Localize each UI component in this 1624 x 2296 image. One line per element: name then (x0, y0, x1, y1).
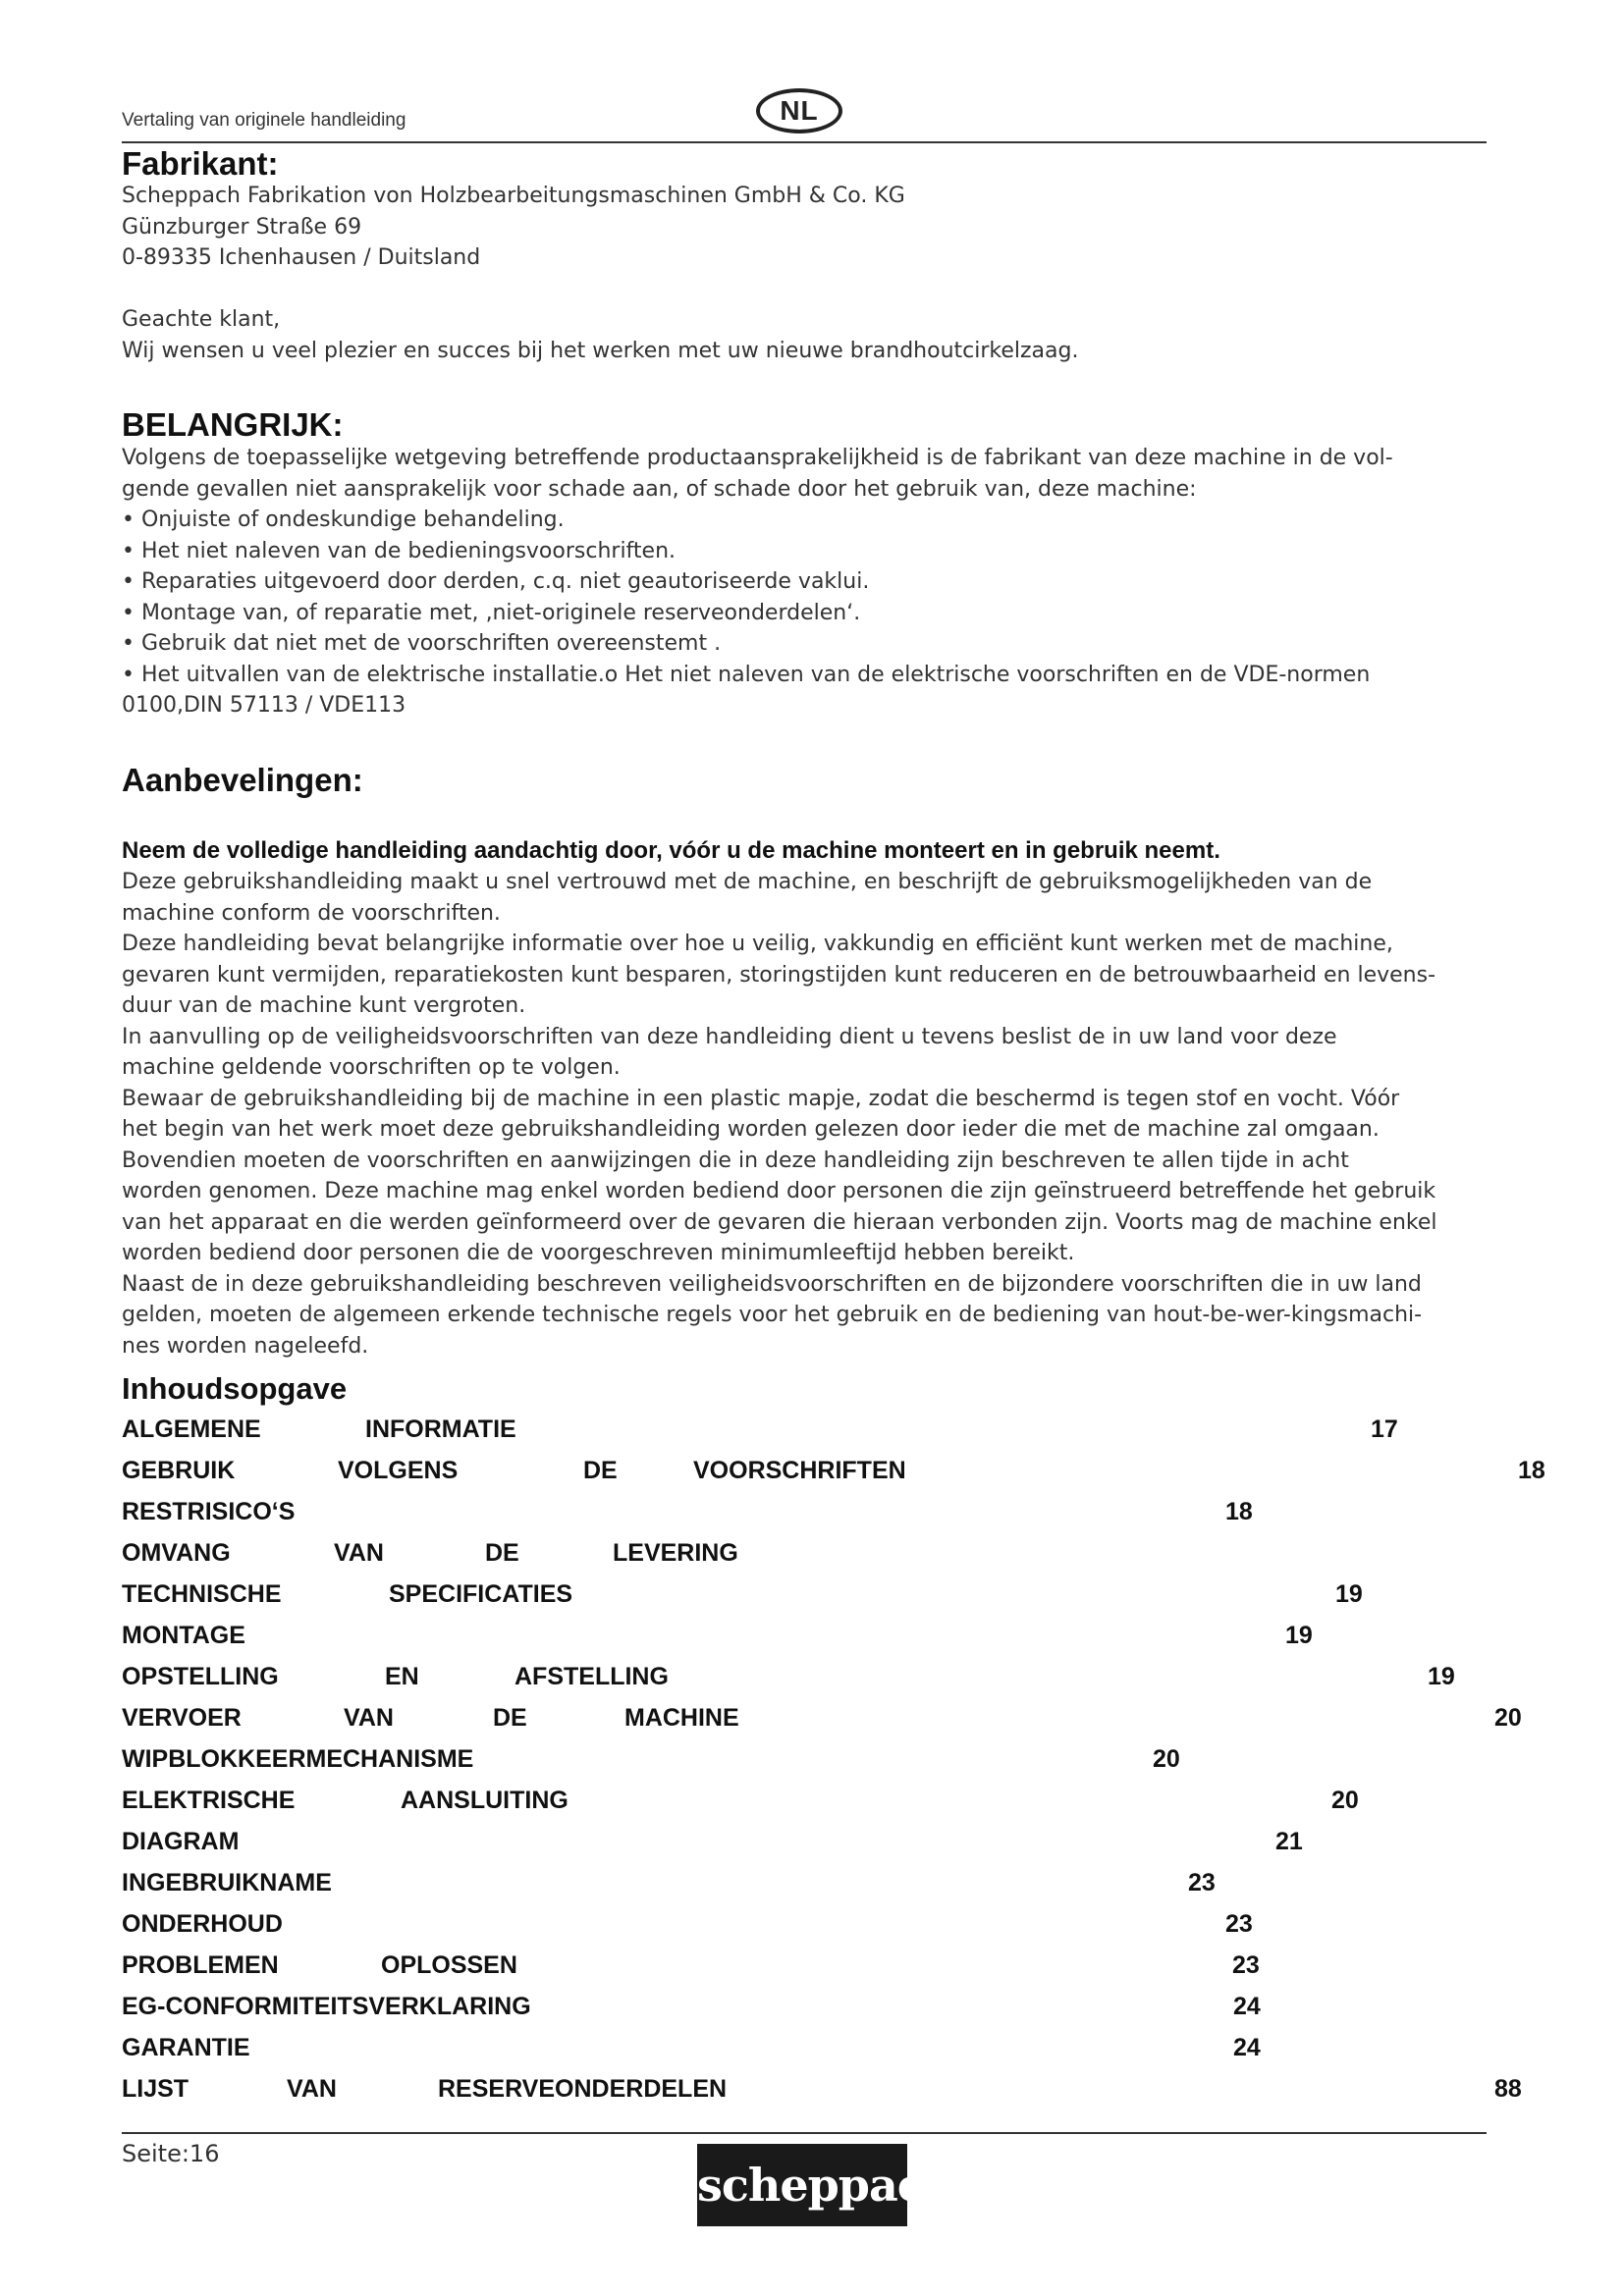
toc-entry-word: DE (485, 1539, 519, 1567)
text-line: het begin van het werk moet deze gebruikshandleiding worden gelezen door ieder die met de machine zal omgaan. (122, 1117, 1380, 1142)
toc-row (122, 1580, 1624, 1622)
toc-entry-word: GEBRUIK (122, 1457, 236, 1484)
toc-entry-word: RESERVEONDERDELEN (438, 2075, 728, 2103)
header-subtitle: Vertaling van originele handleiding (122, 110, 406, 131)
header-rule (122, 141, 1487, 143)
toc-entry-word: TECHNISCHE (122, 1580, 282, 1608)
text-line: • Montage van, of reparatie met, ‚niet-originele reserveonderdelen‘. (122, 600, 861, 625)
toc-entry-word: ALGEMENE (122, 1415, 261, 1443)
toc-page-number: 19 (1335, 1580, 1363, 1608)
toc-row (122, 1828, 1624, 1869)
toc-row (122, 2034, 1624, 2075)
toc-entry-word: MACHINE (624, 1704, 739, 1732)
toc-row (122, 1869, 1624, 1910)
toc-page-number: 20 (1494, 1704, 1522, 1732)
toc-entry-word: VAN (287, 2075, 337, 2103)
toc-row (122, 1951, 1624, 1993)
text-line: van het apparaat en die werden geïnformeerd over de gevaren die hieraan verbonden zijn. Voorts mag de machine enkel (122, 1209, 1437, 1235)
toc-row (122, 2075, 1624, 2116)
toc-row (122, 1704, 1624, 1745)
toc-page-number: 88 (1494, 2075, 1522, 2103)
toc-page-number: 24 (1233, 2034, 1261, 2061)
toc-entry-word: AFSTELLING (514, 1663, 669, 1690)
text-line: • Het niet naleven van de bedieningsvoorschriften. (122, 538, 677, 563)
toc-entry-word: SPECIFICATIES (389, 1580, 573, 1608)
text-line: • Het uitvallen van de elektrische installatie.o Het niet naleven van de elektrische voorschriften en de VDE-normen (122, 662, 1371, 687)
toc-page-number: 19 (1285, 1622, 1313, 1649)
text-line: 0100,DIN 57113 / VDE113 (122, 693, 406, 718)
toc-entry-word: MONTAGE (122, 1622, 245, 1649)
important-text (122, 443, 1393, 721)
text-line: nes worden nageleefd. (122, 1333, 369, 1359)
toc-entry-word: VERVOER (122, 1704, 242, 1732)
toc-entry-word: GARANTIE (122, 2034, 250, 2061)
toc-row (122, 1622, 1624, 1663)
toc-entry-word: EN (385, 1663, 419, 1690)
text-line: Deze gebruikshandleiding maakt u snel vertrouwd met de machine, en beschrijft de gebruiksmogelijkheden van de (122, 870, 1373, 894)
text-line: 0-89335 Ichenhausen / Duitsland (122, 245, 481, 270)
text-line: duur van de machine kunt vergroten. (122, 993, 526, 1018)
toc-page-number: 23 (1225, 1910, 1253, 1938)
toc-entry-word: INFORMATIE (365, 1415, 516, 1443)
toc-entry-word: VAN (344, 1704, 394, 1732)
text-line: machine conform de voorschriften. (122, 900, 501, 926)
toc-page-number: 23 (1232, 1951, 1260, 1979)
toc-page-number: 19 (1428, 1663, 1455, 1690)
toc-row (122, 1745, 1624, 1787)
toc-entry-word: DE (493, 1704, 527, 1732)
toc-page-number: 21 (1275, 1828, 1303, 1855)
toc-page-number: 18 (1225, 1498, 1253, 1525)
language-badge: NL (756, 88, 842, 133)
toc-entry-word: DE (583, 1457, 618, 1484)
page-number: Seite:16 (122, 2140, 220, 2167)
toc-entry-word: DIAGRAM (122, 1828, 240, 1855)
toc-entry-word: LEVERING (613, 1539, 738, 1567)
text-line: Naast de in deze gebruikshandleiding beschreven veiligheidsvoorschriften en de bijzondere voorschriften die in uw land (122, 1271, 1422, 1297)
toc-entry-word: VOLGENS (338, 1457, 459, 1484)
toc-entry-word: VOORSCHRIFTEN (693, 1457, 906, 1484)
manufacturer-address (122, 181, 905, 274)
text-line: • Reparaties uitgevoerd door derden, c.q. niet geautoriseerde vaklui. (122, 569, 870, 594)
toc-page-number: 17 (1371, 1415, 1398, 1443)
text-line: gelden, moeten de algemeen erkende technische regels voor het gebruik en de bediening van hout-be-wer-kingsmachi- (122, 1303, 1423, 1327)
recommendations-lead: Neem de volledige handleiding aandachtig door, vóór u de machine monteert en in gebruik neemt. (122, 837, 1220, 864)
text-line: gende gevallen niet aansprakelijk voor schade aan, of schade door het gebruik van, deze machine: (122, 476, 1197, 502)
toc-entry-word: OPLOSSEN (381, 1951, 517, 1979)
toc-entry-word: RESTRISICO‘S (122, 1498, 296, 1525)
toc-entry-word: EG-CONFORMITEITSVERKLARING (122, 1993, 531, 2020)
toc-page-number: 20 (1331, 1787, 1359, 1814)
toc-entry-word: ONDERHOUD (122, 1910, 283, 1938)
toc-row (122, 1663, 1624, 1704)
toc-row (122, 1993, 1624, 2034)
text-line: gevaren kunt vermijden, reparatiekosten kunt besparen, storingstijden kunt reduceren en de betrouwbaarheid en levens- (122, 962, 1436, 988)
recommendations-text (122, 867, 1437, 1362)
text-line: In aanvulling op de veiligheidsvoorschriften van deze handleiding dient u tevens beslist de in uw land voor deze (122, 1024, 1337, 1049)
toc-row (122, 1415, 1624, 1457)
toc-entry-word: OMVANG (122, 1539, 231, 1567)
toc-entry-word: OPSTELLING (122, 1663, 279, 1690)
text-line: Wij wensen u veel plezier en succes bij het werken met uw nieuwe brandhoutcirkelzaag. (122, 338, 1079, 363)
important-heading: BELANGRIJK: (122, 406, 344, 443)
toc-entry-word: VAN (334, 1539, 384, 1567)
toc-row (122, 1910, 1624, 1951)
text-line: machine geldende voorschriften op te volgen. (122, 1055, 621, 1080)
text-line: worden genomen. Deze machine mag enkel worden bediend door personen die zijn geïnstrueerd betreffende het gebruik (122, 1179, 1436, 1203)
toc-row (122, 1787, 1624, 1828)
footer-rule (122, 2132, 1487, 2134)
text-line: Scheppach Fabrikation von Holzbearbeitungsmaschinen GmbH & Co. KG (122, 184, 905, 208)
text-line: Günzburger Straße 69 (122, 214, 362, 240)
text-line: • Onjuiste of ondeskundige behandeling. (122, 507, 565, 532)
toc-entry-word: AANSLUITING (401, 1787, 568, 1814)
scheppach-logo: scheppach (697, 2144, 907, 2226)
toc-entry-word: LIJST (122, 2075, 189, 2103)
toc-row (122, 1498, 1624, 1539)
toc-entry-word: PROBLEMEN (122, 1951, 279, 1979)
toc-entry-word: ELEKTRISCHE (122, 1787, 296, 1814)
toc-heading: Inhoudsopgave (122, 1371, 348, 1406)
toc-row (122, 1457, 1624, 1498)
manufacturer-heading: Fabrikant: (122, 145, 279, 182)
toc-entry-word: INGEBRUIKNAME (122, 1869, 332, 1896)
greeting (122, 304, 1078, 366)
text-line: worden bediend door personen die de voorgeschreven minimumleeftijd hebben bereikt. (122, 1241, 1075, 1265)
toc-entry-word: WIPBLOKKEERMECHANISME (122, 1745, 474, 1773)
toc-page-number: 20 (1153, 1745, 1180, 1773)
toc-page-number: 18 (1518, 1457, 1545, 1484)
toc-row (122, 1539, 1624, 1580)
recommendations-heading: Aanbevelingen: (122, 762, 363, 798)
toc-page-number: 24 (1233, 1993, 1261, 2020)
text-line: Bovendien moeten de voorschriften en aanwijzingen die in deze handleiding zijn beschreven te allen tijde in acht (122, 1148, 1349, 1173)
text-line: Geachte klant, (122, 307, 281, 332)
text-line: Bewaar de gebruikshandleiding bij de machine in een plastic mapje, zodat die beschermd is tegen stof en vocht. Vóór (122, 1086, 1400, 1111)
text-line: • Gebruik dat niet met de voorschriften overeenstemt . (122, 631, 722, 656)
text-line: Volgens de toepasselijke wetgeving betreffende productaansprakelijkheid is de fabrikant van deze machine in de vol- (122, 446, 1393, 470)
text-line: Deze handleiding bevat belangrijke informatie over hoe u veilig, vakkundig en efficiënt kunt werken met de machine, (122, 932, 1393, 956)
toc-page-number: 23 (1188, 1869, 1216, 1896)
